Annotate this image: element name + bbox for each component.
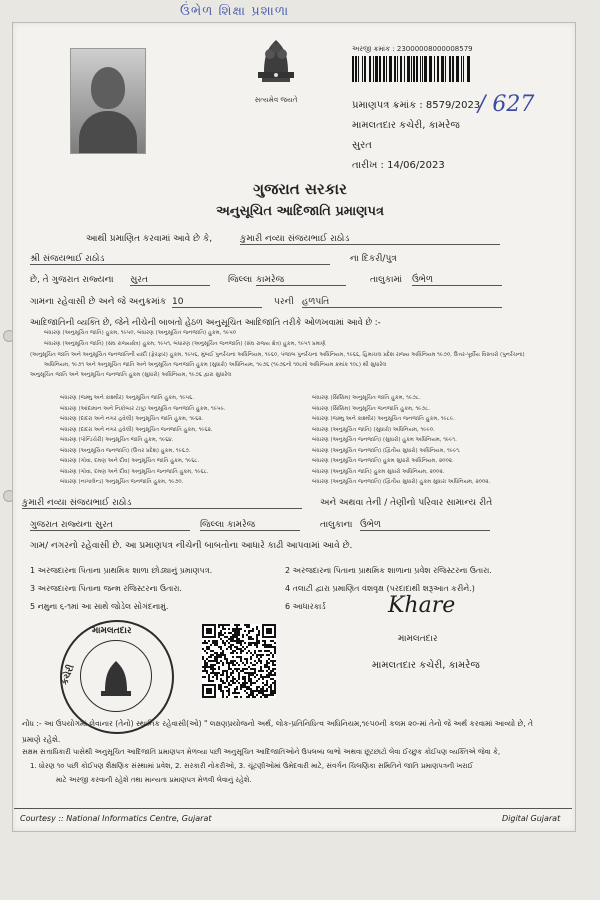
qr-code-icon [202, 624, 276, 698]
taluka-value: કામરેજ [256, 275, 346, 286]
stamp-text-top: મામલતદાર [92, 626, 132, 636]
issuing-district: સુરત [352, 140, 372, 151]
footer-divider [14, 808, 572, 809]
residence-mid: અને અથવા તેની / તેણીનો પરિવાર સામાન્ય રીતે [320, 498, 493, 508]
order-item: બંધારણ (અનુસૂચિત જનજાતિ) (સુધારો) હુકમ અધિનિયમ, ૧૯૯૧. [312, 437, 457, 443]
order-line: (અનુસૂચિત જાતિ અને અનુસૂચિત જનજાતિની યાદી (ફેરફાર) હુકમ, ૧૯૫૬, મુંબઈ પુનર્રચના અધિનિયમ, ૧૯૬૦, પંજાબ પુનર્રચના અધિનિયમ, ૧૯૬૬, હિમાચલ પ્રદેશ રાજ્ય અધિનિયમ ૧૯૭૦, ઉત્તર-પૂર્વીય વિસ્તારો (પુનર્રચના) [30, 352, 525, 358]
order-item: બંધારણ (અનુસૂચિત જાતિ) (સુધારો) અધિનિયમ, ૧૯૯૦. [312, 426, 435, 433]
order-item: બંધારણ (અનુસૂચિત જનજાતિ) હુકમ સુધારો અધિનિયમ, ૨૦૦૨. [312, 458, 454, 464]
order-item: બંધારણ (અનુસૂચિત જાતિ) હુકમ સુધારો અધિનિયમ, ૨૦૦૨. [312, 468, 445, 475]
footnote: નોંધ :- આ ઉપયોગમાં લેવાનાર (તેનો) સ્થાનિક રહેવાસી(ઓ) " લક્ષણપ્રયોજનો અર્થ, લોક-પ્રતિનિધિત્વ અધિનિયમ,૧૯૫૦ની કલમ ૨૦-માં તેનો જે અર્થ કરવામાં આવ્યો છે, તે પ્રમાણે રહેશે. [22, 719, 534, 744]
photo-face [91, 67, 125, 109]
header-handwriting: ઉંભેળ શિક્ષા પ્રશાળા [180, 4, 290, 19]
residence-taluka-label: તાલુકાના [320, 520, 353, 530]
residence-prefix: ગામના રહેવાસી છે અને જે અનુક્રમાંક [30, 297, 167, 307]
father-name: શ્રી સંજયભાઈ રાઠોડ [30, 254, 330, 265]
state-prefix: છે, તે ગુજરાત રાજ્યના [30, 275, 114, 285]
order-line: બંધારણ (અનુસૂચિત જાતિ) હુકમ, ૧૯૫૦, બંધારણ (અનુસૂચિત જનજાતિ) હુકમ, ૧૯૫૦ [44, 330, 237, 336]
order-item: બંધારણ (સિક્કિમ) અનુસૂચિત જનજાતિ હુકમ, ૧૯૭૮. [312, 405, 431, 412]
signatory-office: મામલતદાર કચેરી, કામરેજ [372, 660, 480, 671]
issue-date: તારીખ : 14/06/2023 [352, 160, 445, 171]
national-emblem-icon [252, 32, 300, 88]
stamp-inner-ring [80, 640, 152, 712]
order-item: બંધારણ (આંદામાન અને નિકોબાર ટાપુ) અનુસૂચિત જનજાતિ હુકમ, ૧૯૫૯. [60, 405, 226, 412]
doc-item: 5 નમુના ૬-૧માં આ સાથે જોડેલ સોગંદનામું. [30, 602, 169, 611]
relation-label: ના દિકરી/પુત્ર [350, 254, 397, 264]
residence-name: કુમારી નવ્યા સંજયભાઈ રાઠોડ [22, 498, 302, 509]
order-item: બંધારણ (દાદરા અને નગર હવેલી) અનુસૂચિત જનજાતિ હુકમ, ૧૯૬૨. [60, 426, 213, 433]
application-number: અરજી ક્રમાંક : 23000008000008579 [352, 45, 473, 53]
village-value: ઉંભેળ [412, 275, 502, 286]
order-item: બંધારણ (જમ્મુ અને કાશ્મીર) અનુસૂચિત જાતિ હુકમ, ૧૯૫૬. [60, 395, 194, 401]
order-item: બંધારણ (ગોવા, દમણ અને દીવ) અનુસૂચિત જાતિ હુકમ, ૧૯૬૮. [60, 458, 200, 464]
order-item: બંધારણ (નાગાલેન્ડ) અનુસૂચિત જનજાતિ હુકમ, ૧૯૭૦. [60, 479, 184, 485]
serial-number: 10 [172, 297, 262, 308]
emblem-caption: સત્યમેવ જયતે [254, 96, 298, 104]
handwritten-reference: / 627 [478, 92, 535, 117]
instruction-line: 1. ધોરણ ૧૦ પછી કોઈપણ શૈક્ષણિક સંસ્થામાં પ્રવેશ, 2. સરકારી નોકરીઓ, 3. ચૂંટણીઓમાં ઉમેદવારી માટે, સંવર્ગન ચિલણિકા સમિતિને જાતિ પ્રમાણપત્રની ખરાઈ [30, 762, 473, 770]
order-item: બંધારણ (અનુસૂચિત જનજાતિ) (દ્વિતીય સુધારો) હુકમ સુધારા અધિનિયમ, ૨૦૦૨. [312, 479, 491, 485]
tribe-recognition-line: આદિજાતિની વ્યક્તિ છે, જેને નીચેની બાબતો હેઠળ અનુસૂચિત આદિજાતિ તરીકે ઓળખવામાં આવે છે :- [30, 318, 381, 328]
issuing-office: મામલતદાર કચેરી, કામરેજ [352, 120, 460, 131]
certificate-title: અનુસૂચિત આદિજાતિ પ્રમાણપત્ર [216, 204, 384, 219]
order-item: બંધારણ (ગોવા, દમણ અને દીવ) અનુસૂચિત જનજાતિ હુકમ, ૧૯૬૮. [60, 468, 209, 475]
digital-gujarat-text: Digital Gujarat [502, 814, 561, 823]
residence-state: ગુજરાત રાજ્યના સુરત [30, 520, 190, 531]
taluka-label: તાલુકામાં [370, 275, 403, 285]
instruction-line: સક્ષમ સત્તાધિકારી પાસેથી અનુસૂચિત આદિજાતિ પ્રમાણપત્ર મેળવ્યા પછી અનુસૂચિત આદિજાતિઓને ઉપલબ્ધ લાભો અથવા છૂટછાટો લેવા ઈચ્છુક કોઈપણ વ્યક્તિએ જેવા કે, [22, 748, 501, 756]
order-line: બંધારણ (અનુસૂચિત જાતિ) (સંઘ રાજ્યક્ષેત્ર) હુકમ, ૧૯૫૧, બંધારણ (અનુસૂચિત જનજાતિ) (સંઘ રાજ્ય ક્ષેત્ર) હુકમ, ૧૯૫૧ પ્રમાણે [44, 341, 326, 347]
residence-district: જિલ્લા કામરેજ [200, 520, 300, 531]
certificate-number: પ્રમાણપત્ર ક્રમાંક : 8579/2023 [352, 100, 481, 111]
residence-village: ઉંભેળ [360, 520, 490, 531]
doc-item: 6 આધારકાર્ડ [285, 602, 326, 611]
instruction-line: માટે અરજી કરવાની રહેશે તથા માન્યતા પ્રમાણપત્ર મેળવી લેવાનું રહેશે. [56, 776, 252, 784]
doc-item: 1 અરજદારના પિતાના પ્રાથમિક શાળા છોડ્યાનું પ્રમાણપત્ર. [30, 566, 213, 575]
photo-body [79, 111, 137, 153]
order-item: બંધારણ (જમ્મુ અને કાશ્મીર) અનુસૂચિત જનજાતિ હુકમ, ૧૯૮૯. [312, 416, 455, 422]
serial-suffix: પરની [274, 297, 294, 307]
signatory-title: મામલતદાર [398, 634, 438, 644]
barcode-icon [352, 56, 470, 82]
doc-item: 3 અરજદારના પિતાના જન્મ રજિસ્ટરના ઉતારા. [30, 584, 182, 593]
certify-prefix: આથી પ્રમાણિત કરવામાં આવે છે કે, [86, 234, 213, 244]
district-label: જિલ્લા [228, 275, 253, 285]
stamp-emblem-icon [81, 641, 151, 711]
applicant-photo [70, 48, 146, 154]
order-item: બંધારણ (અનુસૂચિત જનજાતિ) (દ્વિતીય સુધારો) અધિનિયમ, ૧૯૯૧. [312, 447, 461, 454]
order-line: અધિનિયમ, ૧૯૭૧ અને અનુસૂચિત જાતિ અને અનુસૂચિત જનજાતિ હુકમ (સુધારો) અધિનિયમ, ૧૯૭૬ (૧૯૭૬નો ૧૦૮મો અધિનિયમ ક્રમાંક ૧૦૮) થી સુધારેલ [44, 362, 387, 368]
order-line: અનુસૂચિત જાતિ અને અનુસૂચિત જનજાતિ હુકમ (સુધારો) અધિનિયમ, ૧૯૭૬ દ્વારા સુધારેલ [30, 372, 232, 378]
tribe-name: હળપતિ [302, 297, 502, 308]
order-item: બંધારણ (અનુસૂચિત જનજાતિ) (ઉત્તર પ્રદેશ) હુકમ, ૧૯૬૭. [60, 447, 191, 454]
stamp-text-side: કચેરી [60, 663, 77, 687]
order-item: બંધારણ (દાદરા અને નગર હવેલી) અનુસૂચિત જાતિ હુકમ, ૧૯૬૨. [60, 416, 204, 422]
doc-item: 4 તલાટી દ્વારા પ્રમાણિત વંશવૃક્ષ (પરદાદાથી શરૂઆત કરીને.) [285, 584, 475, 593]
doc-item: 2 અરજદારના પિતાના પ્રાથમિક શાળાના પ્રવેશ રજિસ્ટરના ઉતારા. [285, 566, 492, 575]
order-item: બંધારણ (પોન્ડિચેરી) અનુસૂચિત જાતિ હુકમ, ૧૯૬૪. [60, 437, 174, 443]
government-title: ગુજરાત સરકાર [253, 180, 347, 198]
order-item: બંધારણ (સિક્કિમ) અનુસૂચિત જાતિ હુકમ, ૧૯૭૮. [312, 395, 421, 401]
courtesy-text: Courtesy :: National Informatics Centre, Gujarat [20, 814, 212, 823]
residence-end: ગામ/ નગરનો રહેવાસી છે. આ પ્રમાણપત્ર નીચેની બાબતોના આધારે કાઢી આપવામાં આવે છે. [30, 541, 353, 551]
district-value: સુરત [130, 275, 210, 286]
applicant-name: કુમારી નવ્યા સંજયભાઈ રાઠોડ [240, 234, 500, 245]
signature-icon: Khare [388, 593, 456, 618]
